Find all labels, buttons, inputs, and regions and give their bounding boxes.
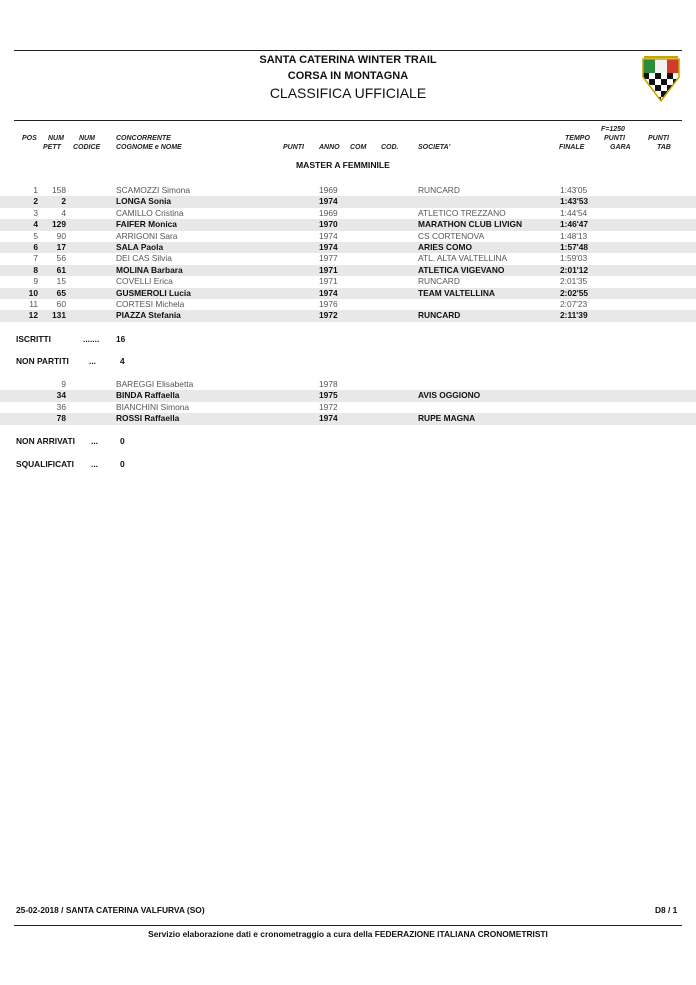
col-pett: PETT [43,144,61,151]
table-row: 78 ROSSI Raffaella 1974 RUPE MAGNA [0,413,696,424]
ranking-title: CLASSIFICA UFFICIALE [269,85,427,101]
event-title: SANTA CATERINA WINTER TRAIL [259,54,437,66]
col-num2: NUM [79,135,95,142]
non-arrivati-dots: ... [91,436,98,446]
table-row: 5 90 ARRIGONI Sara 1974 CS CORTENOVA 1:48'13 [33,230,588,241]
col-punti-gara-top: PUNTI [604,135,625,142]
table-row: 7 56 DEI CAS Silvia 1977 ATL. ALTA VALTELLINA 1:59'03 [33,253,588,264]
col-tempo: TEMPO [565,135,590,142]
table-row: 9 15 COVELLI Erica 1971 RUNCARD 2:01'35 [33,276,588,287]
table-row: 12 131 PIAZZA Stefania 1972 RUNCARD 2:11'39 [0,310,696,321]
iscritti-label: ISCRITTI [16,334,51,344]
col-com: COM [350,144,367,151]
table-row: 4 129 FAIFER Monica 1970 MARATHON CLUB LIVIGN 1:46'47 [0,219,696,230]
col-punti-tab-top: PUNTI [648,135,669,142]
iscritti-value: 16 [116,334,126,344]
table-row: 36 BIANCHINI Simona 1972 [56,401,338,412]
footer-rule [14,925,682,926]
header-rule [14,120,682,121]
footer-page-code: D8 / 1 [655,905,678,915]
table-row: 9 BAREGGI Elisabetta 1978 [61,379,338,389]
top-rule [14,50,682,51]
non-partiti-summary [16,356,216,367]
col-f-coeff: F=1250 [601,126,625,133]
table-row: 3 4 CAMILLO Cristina 1969 ATLETICO TREZZANO 1:44'54 [33,207,588,218]
col-concorrente: CONCORRENTE [116,135,171,142]
table-row: 34 BINDA Raffaella 1975 AVIS OGGIONO [0,390,696,401]
col-num: NUM [48,135,64,142]
col-finale: FINALE [559,144,585,151]
table-row: 11 60 CORTESI Michela 1976 2:07'23 [29,299,588,309]
col-punti: PUNTI [283,144,304,151]
table-row: 10 65 GUSMEROLI Lucia 1974 TEAM VALTELLINA 2:02'55 [0,288,696,299]
iscritti-dots: ....... [83,334,100,344]
squalificati-summary [16,459,216,470]
category-heading: MASTER A FEMMINILE [296,160,390,170]
non-arrivati-summary [16,436,216,447]
col-anno: ANNO [319,144,340,151]
non-partiti-value: 4 [120,356,125,366]
iscritti-summary [16,334,216,345]
footer-date-location: 25-02-2018 / SANTA CATERINA VALFURVA (SO) [16,905,205,915]
squalificati-dots: ... [91,459,98,469]
fic-logo [641,55,681,103]
footer-credit: Servizio elaborazione dati e cronometraggio a cura della FEDERAZIONE ITALIANA CRONOMETRISTI [148,929,548,939]
table-row: 6 17 SALA Paola 1974 ARIES COMO 1:57'48 [0,242,696,253]
non-arrivati-value: 0 [120,436,125,446]
table-row: 1 158 SCAMOZZI Simona 1969 RUNCARD 1:43'05 [33,185,588,195]
squalificati-value: 0 [120,459,125,469]
table-row: 8 61 MOLINA Barbara 1971 ATLETICA VIGEVANO 2:01'12 [0,265,696,276]
event-subtitle: CORSA IN MONTAGNA [287,70,409,82]
col-cod: COD. [381,144,399,151]
non-partiti-label: NON PARTITI [16,356,69,366]
col-tab: TAB [657,144,671,151]
non-partiti-dots: ... [89,356,96,366]
col-societa: SOCIETA' [418,144,451,151]
table-row: 2 2 LONGA Sonia 1974 1:43'53 [0,196,696,207]
squalificati-label: SQUALIFICATI [16,459,74,469]
col-codice: CODICE [73,144,101,151]
non-arrivati-label: NON ARRIVATI [16,436,75,446]
col-cognome-nome: COGNOME e NOME [116,144,182,151]
col-gara: GARA [610,144,631,151]
col-pos: POS [22,135,37,142]
